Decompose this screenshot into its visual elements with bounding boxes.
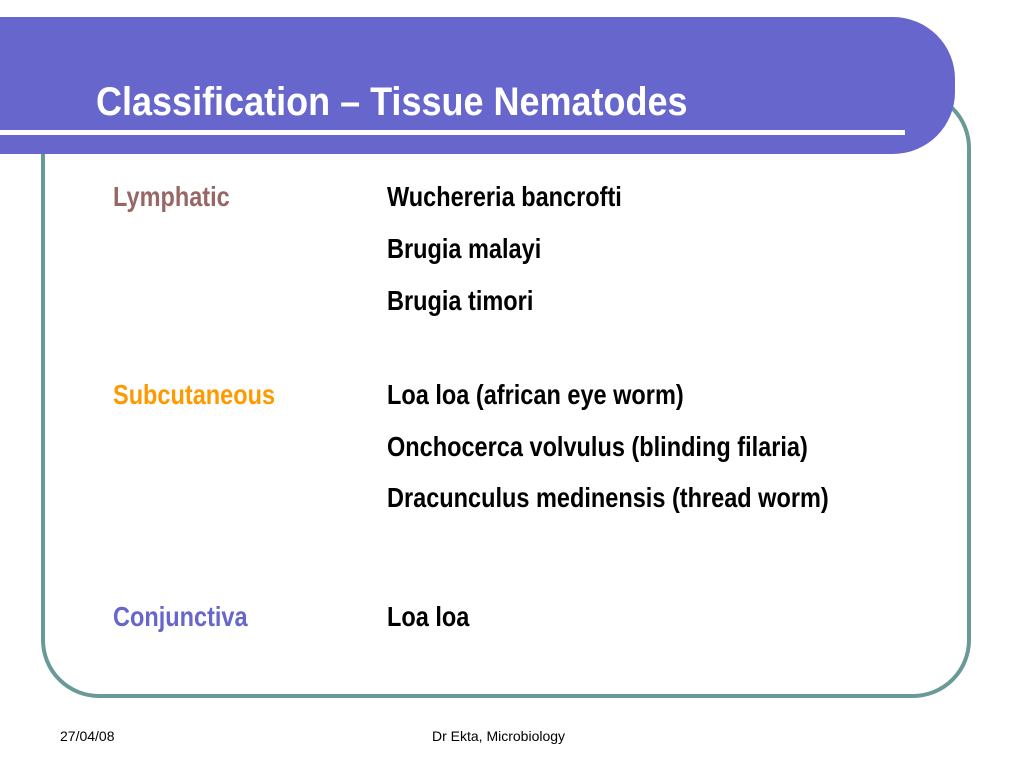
organism-item: Onchocerca volvulus (blinding filaria) (387, 431, 808, 462)
organism-item: Wuchereria bancrofti (387, 181, 622, 212)
organism-item: Loa loa (african eye worm) (387, 379, 684, 410)
organism-item: Brugia malayi (387, 233, 542, 264)
category-subcutaneous: Subcutaneous (113, 379, 276, 410)
slide-title: Classification – Tissue Nematodes (96, 80, 688, 124)
organism-item: Dracunculus medinensis (thread worm) (387, 482, 829, 513)
category-conjunctiva: Conjunctiva (113, 601, 248, 632)
footer-date: 27/04/08 (60, 728, 115, 744)
category-lymphatic: Lymphatic (113, 181, 230, 212)
footer-author: Dr Ekta, Microbiology (432, 728, 566, 744)
title-underline (0, 130, 905, 135)
organism-item: Loa loa (387, 601, 470, 632)
organism-item: Brugia timori (387, 285, 534, 316)
